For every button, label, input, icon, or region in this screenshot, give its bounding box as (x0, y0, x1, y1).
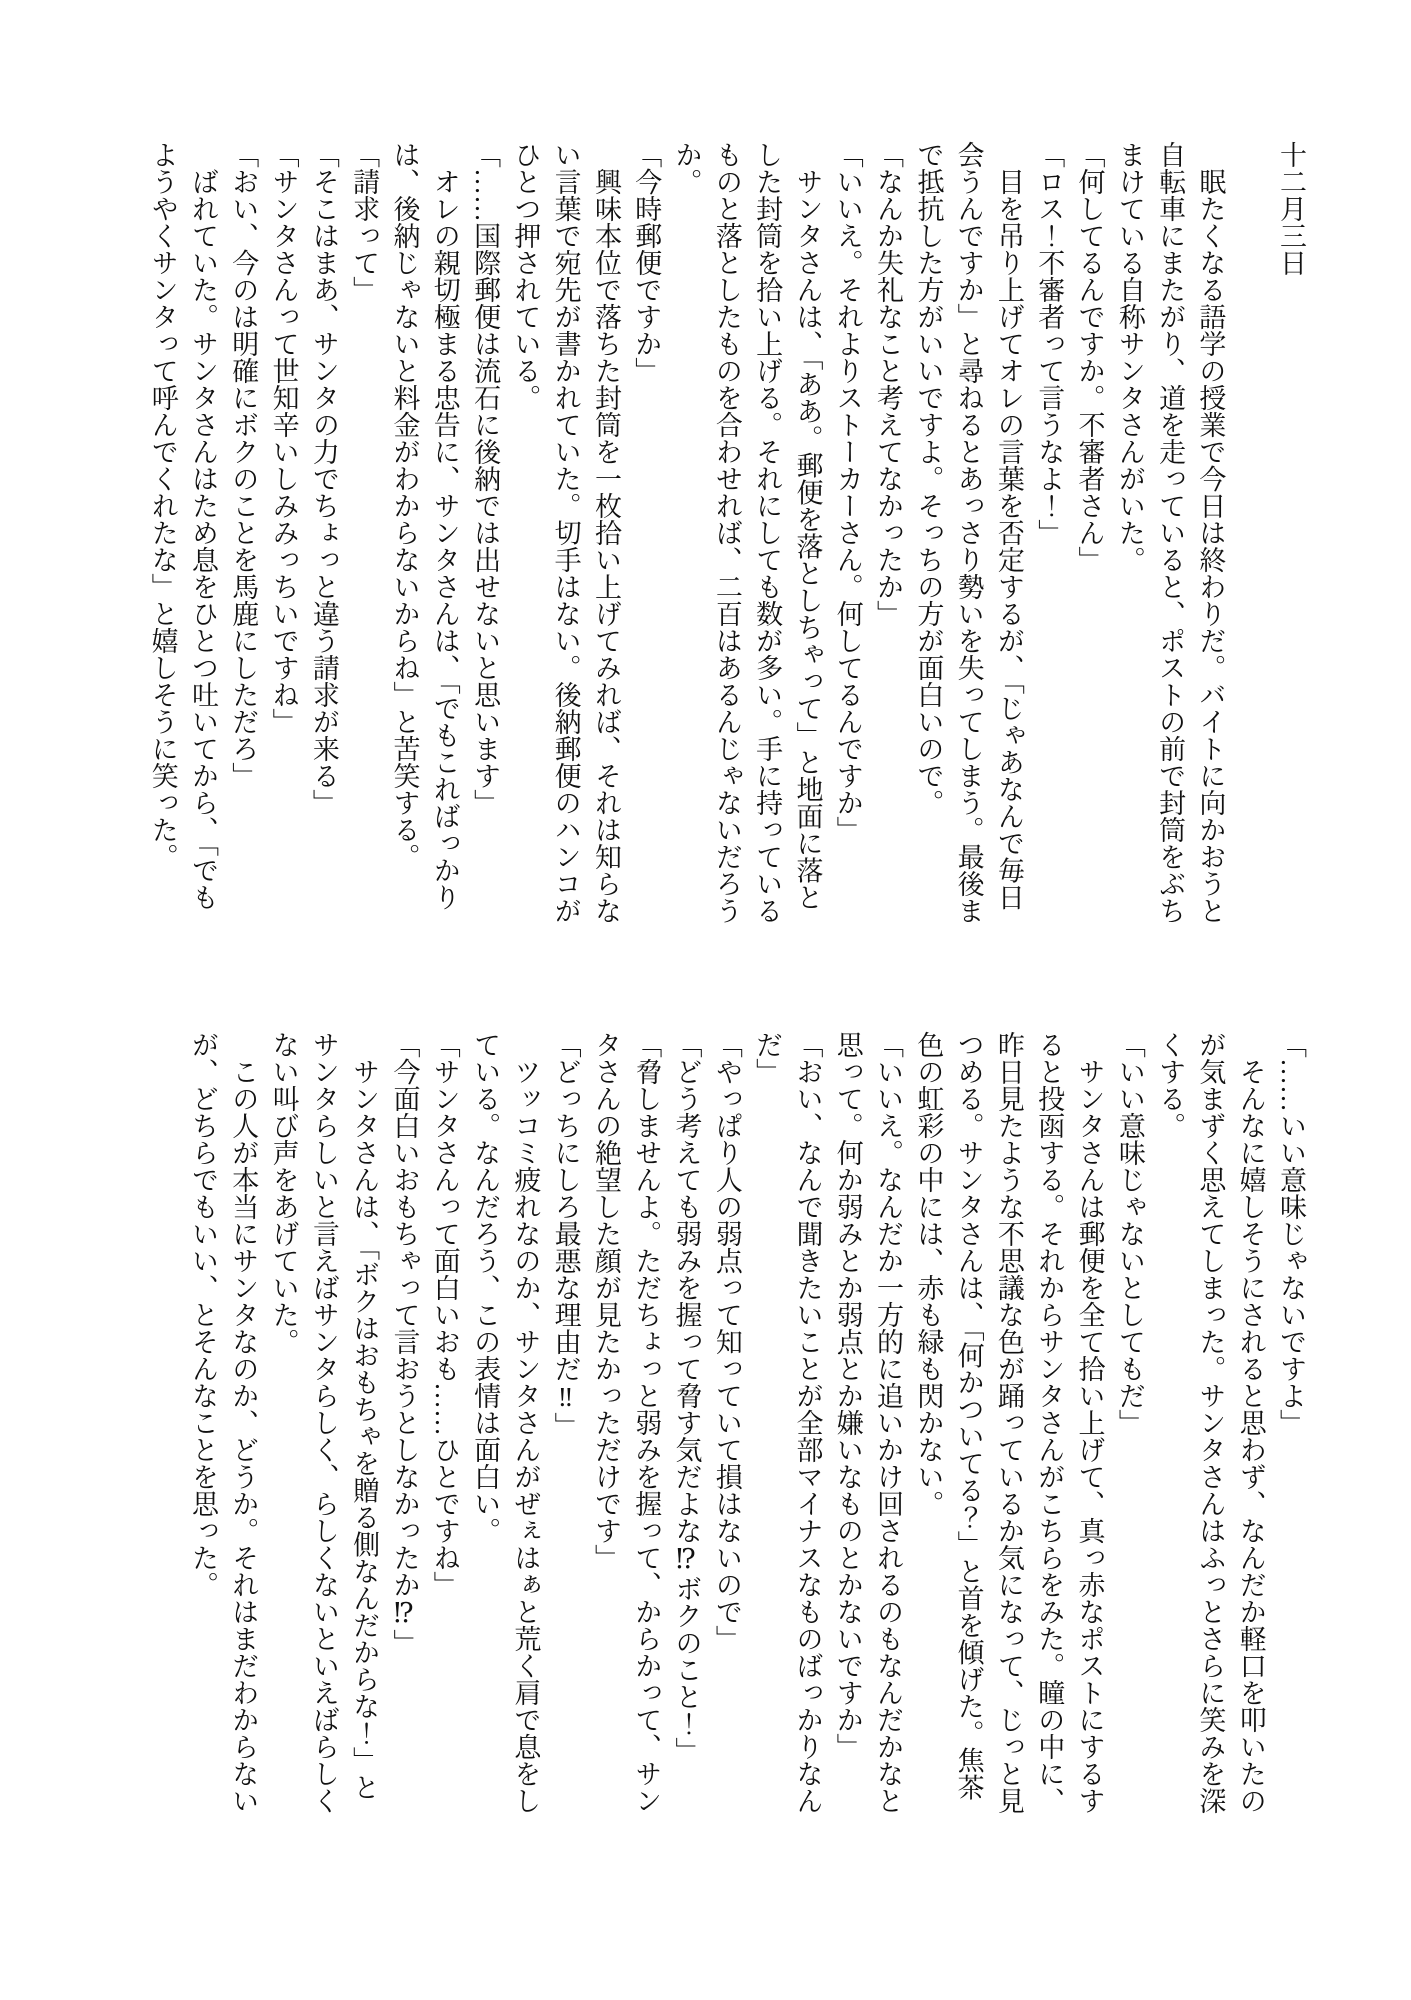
text-line: 「なんか失礼なこと考えてなかったか」 (873, 141, 904, 627)
text-line: サンタさんは、「ああ。郵便を落としちゃって」と地面に落と (792, 141, 823, 911)
text-line: 自転車にまたがり、道を走っていると、ポストの前で封筒をぶち (1155, 141, 1186, 924)
text-line: い言葉で宛先が書かれていた。切手はない。後納郵便のハンコが (550, 141, 581, 924)
text-line: 会うんですか」と尋ねるとあっさり勢いを失ってしまう。最後ま (953, 141, 984, 924)
text-line: つめる。サンタさんは、「何かついてる？」と首を傾げた。焦茶 (953, 1031, 984, 1801)
text-line: オレの親切極まる忠告に、サンタさんは、「でもこればっかり (429, 141, 460, 911)
text-line: が気まずく思えてしまった。サンタさんはふっとさらに笑みを深 (1195, 1031, 1226, 1814)
text-line: 眠たくなる語学の授業で今日は終わりだ。バイトに向かおうと (1195, 141, 1226, 924)
text-line: 興味本位で落ちた封筒を一枚拾い上げてみれば、それは知らな (590, 141, 621, 924)
text-line: 「いい意味じゃないとしてもだ」 (1114, 1031, 1145, 1436)
top-text-block (142, 141, 1311, 931)
text-line: ばれていた。サンタさんはため息をひとつ吐いてから、「でも (187, 141, 218, 911)
text-line: 色の虹彩の中には、赤も緑も閃かない。 (913, 1031, 944, 1517)
text-line: 「今面白いおもちゃって言おうとしなかったか⁉」 (389, 1031, 420, 1656)
text-line: が、どちらでもいい、とそんなことを思った。 (187, 1031, 218, 1598)
text-line: サンタらしいと言えばサンタらしく、らしくないといえばらしく (308, 1031, 339, 1814)
text-line: そんなに嬉しそうにされると思わず、なんだか軽口を叩いたの (1235, 1031, 1266, 1814)
text-line: まけている自称サンタさんがいた。 (1114, 141, 1145, 573)
bottom-text-block (183, 1031, 1311, 1821)
text-line: 「いいえ。なんだか一方的に追いかけ回されるのもなんだかなと (873, 1031, 904, 1814)
text-line: 「脅しませんよ。ただちょっと弱みを握って、からかって、サン (631, 1031, 662, 1814)
text-line: 「いいえ。それよりストーカーさん。何してるんですか」 (832, 141, 863, 843)
text-line: くする。 (1155, 1031, 1186, 1139)
text-line: か。 (671, 141, 702, 195)
text-line: この人が本当にサンタなのか、どうか。それはまだわからない (228, 1031, 259, 1814)
text-line: 「おい、なんで聞きたいことが全部マイナスなものばっかりなん (792, 1031, 823, 1814)
text-line: タさんの絶望した顔が見たかっただけです」 (590, 1031, 621, 1571)
text-line: 目を吊り上げてオレの言葉を否定するが、「じゃあなんで毎日 (993, 141, 1024, 911)
text-line: ようやくサンタって呼んでくれたな」と嬉しそうに笑った。 (147, 141, 178, 870)
text-line: ている。なんだろう、この表情は面白い。 (470, 1031, 501, 1544)
text-line: 「サンタさんって世知辛いしみみっちいですね」 (268, 141, 299, 735)
text-line: で抵抗した方がいいですよ。そっちの方が面白いので。 (913, 141, 944, 816)
text-line: だ」 (752, 1031, 783, 1085)
blank-line (1230, 141, 1270, 931)
text-line: 「請求って」 (349, 141, 380, 303)
text-line: サンタさんは、「ボクはおもちゃを贈る側なんだからな！」と (349, 1031, 380, 1801)
text-line: 「サンタさんって面白いおも……ひとですね」 (429, 1031, 460, 1598)
text-line: 「どっちにしろ最悪な理由だ‼」 (550, 1031, 581, 1439)
bottom-text-lines (183, 1031, 1311, 1821)
date-heading: 十二月三日 (1276, 141, 1306, 276)
text-line: 「今時郵便ですか」 (631, 141, 662, 384)
text-line: サンタさんは郵便を全て拾い上げて、真っ赤なポストにするす (1074, 1031, 1105, 1814)
text-line: ツッコミ疲れなのか、サンタさんがぜぇはぁと荒く肩で息をし (510, 1031, 541, 1814)
text-line: 思って。何か弱みとか弱点とか嫌いなものとかないですか」 (832, 1031, 863, 1760)
text-line: ものと落としたものを合わせれば、二百はあるんじゃないだろう (711, 141, 742, 924)
text-line: 「……いい意味じゃないですよ」 (1276, 1031, 1306, 1436)
text-line: 「おい、今のは明確にボクのことを馬鹿にしただろ」 (228, 141, 259, 789)
text-line: ない叫び声をあげていた。 (268, 1031, 299, 1355)
text-line: 昨日見たような不思議な色が踊っているか気になって、じっと見 (993, 1031, 1024, 1814)
text-line: 「どう考えても弱みを握って脅す気だよな⁉ボクのこと！」 (671, 1031, 702, 1764)
text-line: 「ロス！不審者って言うなよ！」 (1034, 141, 1065, 546)
text-line: は、後納じゃないと料金がわからないからね」と苦笑する。 (389, 141, 420, 870)
text-line: ると投函する。それからサンタさんがこちらをみた。瞳の中に、 (1034, 1031, 1065, 1814)
text-line: 「やっぱり人の弱点って知っていて損はないので」 (711, 1031, 742, 1652)
top-text-lines (142, 141, 1230, 931)
text-line: ひとつ押されている。 (510, 141, 541, 411)
text-line: 「……国際郵便は流石に後納では出せないと思います」 (470, 141, 501, 816)
text-line: 「そこはまあ、サンタの力でちょっと違う請求が来る」 (308, 141, 339, 816)
text-line: した封筒を拾い上げる。それにしても数が多い。手に持っている (752, 141, 783, 924)
text-line: 「何してるんですか。不審者さん」 (1074, 141, 1105, 573)
